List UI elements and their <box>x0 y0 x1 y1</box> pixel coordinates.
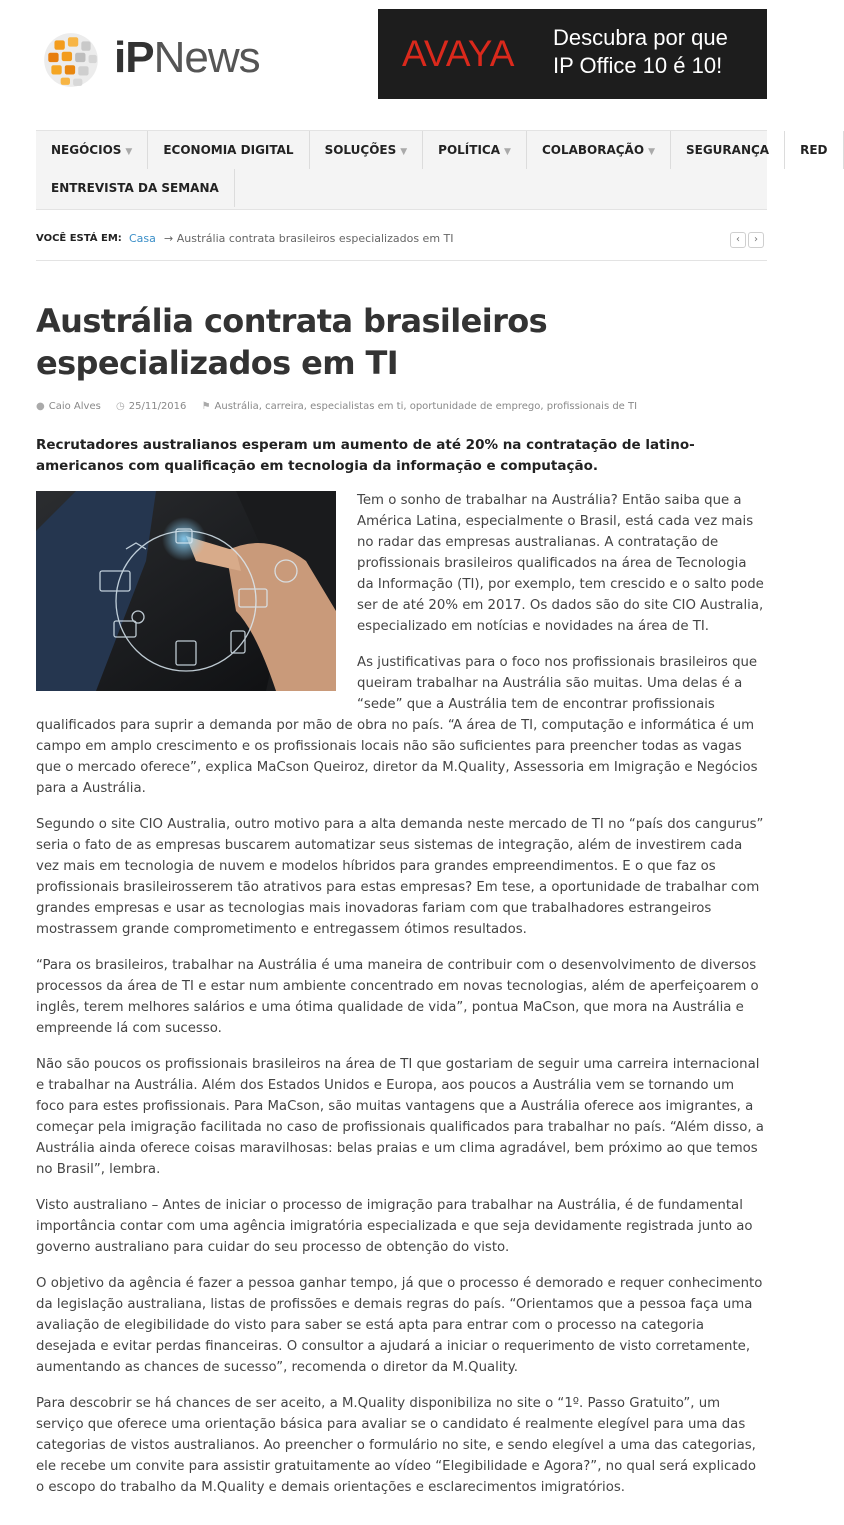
author-link[interactable]: Caio Alves <box>48 401 101 412</box>
next-post-button[interactable]: › <box>748 232 764 248</box>
hand-touching-network-icons-image <box>36 491 336 691</box>
logo-ip: iP <box>114 33 154 82</box>
nav-item-label: SOLUÇÕES <box>324 143 397 157</box>
logo-globe-icon <box>40 30 102 88</box>
article-lead: Recrutadores australianos esperam um aumento de até 20% na contratação de latino-americanos com qualificação em tecnologia da informação e computação. <box>36 437 695 474</box>
nav-item-entrevista-da-semana[interactable] <box>36 169 235 207</box>
article-title: Austrália contrata brasileiros especializados em TI <box>36 302 548 382</box>
ad-brand: AVAYA <box>402 33 515 74</box>
article-paragraph: O objetivo da agência é fazer a pessoa ganhar tempo, já que o processo é demorado e requer conhecimento da legislação australiana, listas de profissões e demais regras do país. “Orientamos que a pessoa faça uma avaliação de elegibilidade do visto para saber se está apta para entrar com o processo na categoria desejada e evitar perdas financeiras. O consultor a ajudará a iniciar o requerimento de visto corretamente, aumentando as chances de sucesso”, recomenda o diretor da M.Quality. <box>36 1276 763 1375</box>
nav-item-label: NEGÓCIOS <box>51 143 122 157</box>
tag-icon: ⚑ <box>201 401 211 412</box>
chevron-down-icon: ▼ <box>648 147 655 157</box>
prev-post-button[interactable]: ‹ <box>730 232 746 248</box>
chevron-down-icon: ▼ <box>125 147 133 157</box>
article-paragraph: Segundo o site CIO Australia, outro motivo para a alta demanda neste mercado de TI no “país dos cangurus” seria o fato de as empresas buscarem automatizar seus sistemas de integração, além de investirem cada vez mais em tecnologia de nuvem e modelos híbridos para grandes empreendimentos. E o que faz os profissionais brasileirosserem tão atrativos para estas empresas? Em tese, a oportunidade de trabalhar com grandes empresas e usar as tecnologias mais inovadoras fariam com que trabalhadores estrangeiros mostrassem grande comprometimento e entregassem ótimos resultados. <box>36 817 764 937</box>
logo-wordmark <box>114 34 260 82</box>
article-paragraph: Para descobrir se há chances de ser aceito, a M.Quality disponibiliza no site o “1º. Passo Gratuito”, um serviço que oferece uma orientação básica para avaliar se o candidato é realmente elegível para uma das categorias de vistos australianos. Ao preencher o formulário no site, e sendo elegível a uma das categorias, ele recebe um convite para assistir gratuitamente ao vídeo “Elegibilidade e Agora?”, no qual será explicado o escopo do trabalho da M.Quality e demais orientações e esclarecimentos imigratórios. <box>36 1396 756 1495</box>
chevron-down-icon: ▼ <box>504 147 511 157</box>
logo-news: News <box>153 33 260 82</box>
article-paragraph: Não são poucos os profissionais brasileiros na área de TI que gostariam de seguir uma carreira internacional e trabalhar na Austrália. Além dos Estados Unidos e Europa, aos poucos a Austrália vem se tornando um foco para estes profissionais. Para MaCson, são muitas vantagens que a Austrália oferece aos imigrantes, a começar pela imigração facilitada no caso de profissionais qualificados para trabalhar no país. “Além disso, a Austrália ainda oferece coisas maravilhosas: belas praias e um clima agradável, bem próximo ao que temos no Brasil”, lembra. <box>36 1057 764 1177</box>
article-meta <box>36 401 637 412</box>
post-date: 25/11/2016 <box>128 401 187 412</box>
article-image <box>36 491 336 691</box>
ad-line-1: Descubra por que <box>553 25 728 50</box>
nav-item-política[interactable] <box>423 131 527 169</box>
article-paragraph: Tem o sonho de trabalhar na Austrália? Então saiba que a América Latina, especialmente o Brasil, está cada vez mais no radar das empresas australianas. A contratação de profissionais brasileiros qualificados na área de Tecnologia da Informação (TI), por exemplo, tem crescido e o salto pode ser de até 20% em 2017. Os dados são do site CIO Australia, especializado em notícias e novidades na área de TI. <box>357 493 764 634</box>
ad-line-2: IP Office 10 é 10! <box>553 53 723 78</box>
nav-item-red[interactable] <box>785 131 843 169</box>
nav-item-label: POLÍTICA <box>438 143 501 157</box>
main-navigation <box>36 130 828 210</box>
breadcrumb <box>36 228 767 261</box>
user-icon: ● <box>36 401 45 412</box>
article-paragraph: Visto australiano – Antes de iniciar o processo de imigração para trabalhar na Austrália, é de fundamental importância contar com uma agência imigratória especializada e que seja devidamente registrada junto ao governo australiano para cuidar do seu processo de obtenção do visto. <box>36 1198 753 1255</box>
nav-item-soluções[interactable] <box>310 131 424 169</box>
breadcrumb-label: VOCÊ ESTÁ EM: <box>36 233 122 244</box>
post-tags[interactable]: Austrália, carreira, especialistas em ti, oportunidade de emprego, profissionais de TI <box>214 401 638 412</box>
nav-item-economia-digital[interactable] <box>148 131 309 169</box>
article-body <box>36 490 764 1513</box>
nav-item-colaboração[interactable] <box>527 131 671 169</box>
nav-item-negócios[interactable] <box>36 131 148 169</box>
avaya-ad-banner[interactable] <box>378 9 767 99</box>
breadcrumb-current: → Austrália contrata brasileiros especializados em TI <box>164 232 454 245</box>
nav-item-segurança[interactable] <box>671 131 785 169</box>
clock-icon: ◷ <box>116 401 125 412</box>
article-paragraph: “Para os brasileiros, trabalhar na Austrália é uma maneira de contribuir com o desenvolvimento de diversos processos da área de TI e estar num ambiente concentrado em novas tecnologias, além de aperfeiçoarem o inglês, terem melhores salários e uma ótima qualidade de vida”, pontua MaCson, que mora na Austrália e empreende lá com sucesso. <box>36 958 759 1036</box>
nav-item-label: ECONOMIA DIGITAL <box>163 143 294 157</box>
nav-item-label: ENTREVISTA DA SEMANA <box>51 181 219 195</box>
nav-item-label: COLABORAÇÃO <box>541 143 645 157</box>
breadcrumb-home-link[interactable]: Casa <box>129 232 156 245</box>
chevron-down-icon: ▼ <box>400 147 408 157</box>
nav-row-2 <box>36 169 235 207</box>
article-paragraph: As justificativas para o foco nos profissionais brasileiros que queiram trabalhar na Austrália são muitas. Uma delas é a “sede” que a Austrália tem de encontrar profissionais qualificados para suprir a demanda por mão de obra no país. “A área de TI, computação e informática é um campo em amplo crescimento e os profissionais locais não são suficientes para preencher todas as vagas que o mercado oferece”, explica MaCson Queiroz, diretor da M.Quality, Assessoria em Imigração e Negócios para a Austrália. <box>36 655 758 796</box>
nav-item-label: RED <box>800 143 828 157</box>
nav-row-1 <box>36 131 844 169</box>
nav-item-label: SEGURANÇA <box>685 143 770 157</box>
